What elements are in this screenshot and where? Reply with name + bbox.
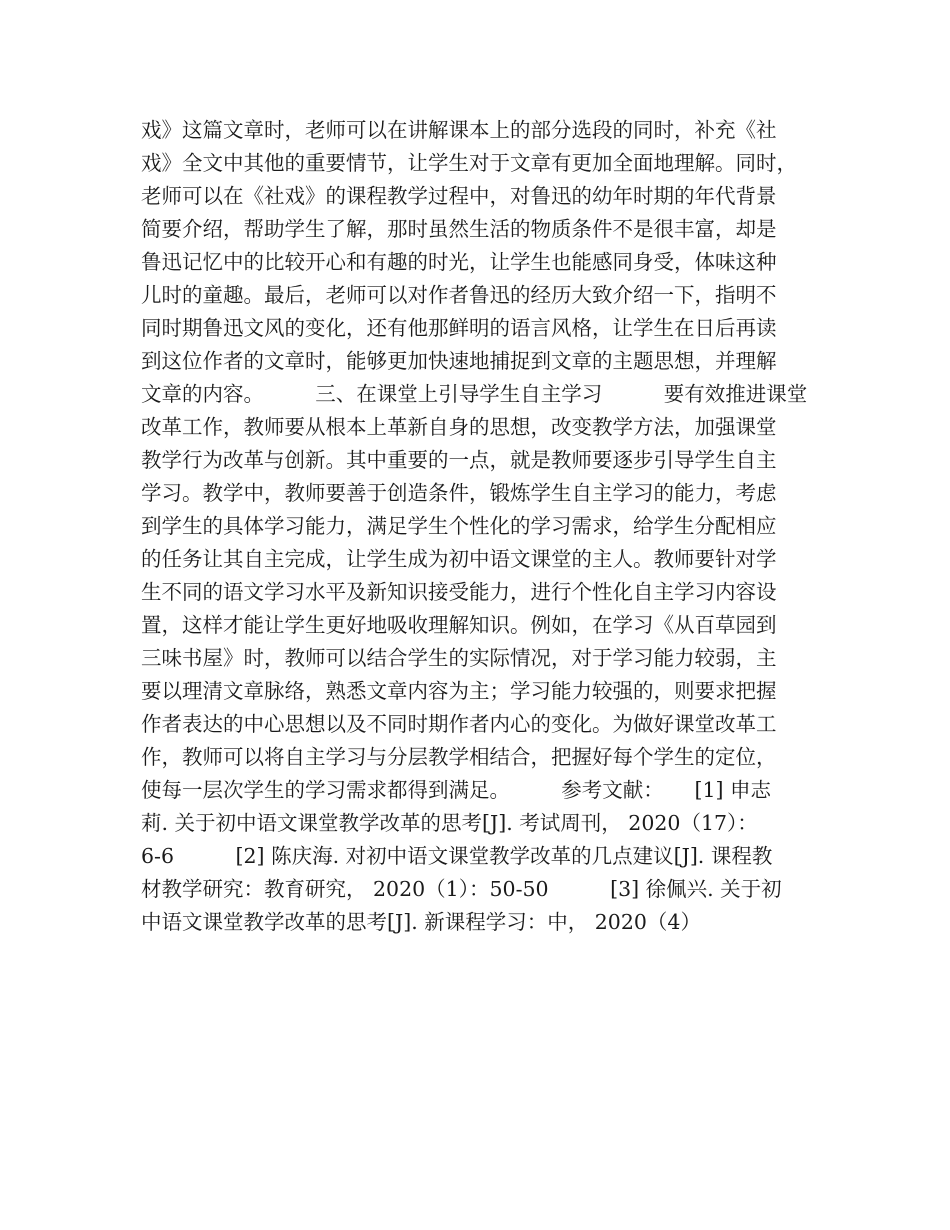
text-line: 戏》全文中其他的重要情节，让学生对于文章有更加全面地理解。同时， xyxy=(141,151,797,175)
text-line: 老师可以在《社戏》的课程教学过程中，对鲁迅的幼年时期的年代背景 xyxy=(141,184,777,208)
text-line: 材教学研究：教育研究， 2020（1）：50-50 [3] 徐佩兴. 关于初 xyxy=(141,877,782,901)
text-line: 同时期鲁迅文风的变化，还有他那鲜明的语言风格，让学生在日后再读 xyxy=(141,316,777,340)
text-line: 的任务让其自主完成，让学生成为初中语文课堂的主人。教师要针对学 xyxy=(141,547,777,571)
text-line: 6-6 [2] 陈庆海. 对初中语文课堂教学改革的几点建议[J]. 课程教 xyxy=(141,844,773,868)
text-line: 生不同的语文学习水平及新知识接受能力，进行个性化自主学习内容设 xyxy=(141,580,777,604)
text-line: 文章的内容。 三、在课堂上引导学生自主学习 要有效推进课堂 xyxy=(141,382,808,406)
text-line: 莉. 关于初中语文课堂教学改革的思考[J]. 考试周刊， 2020（17）： xyxy=(141,811,758,835)
text-line: 要以理清文章脉络，熟悉文章内容为主；学习能力较强的，则要求把握 xyxy=(141,679,777,703)
text-line: 到这位作者的文章时，能够更加快速地捕捉到文章的主题思想，并理解 xyxy=(141,349,777,373)
text-line: 儿时的童趣。最后，老师可以对作者鲁迅的经历大致介绍一下，指明不 xyxy=(141,283,777,307)
body-text xyxy=(141,114,831,939)
text-line: 简要介绍，帮助学生了解，那时虽然生活的物质条件不是很丰富，却是 xyxy=(141,217,777,241)
text-line: 置，这样才能让学生更好地吸收理解知识。例如，在学习《从百草园到 xyxy=(141,613,777,637)
text-line: 改革工作，教师要从根本上革新自身的思想，改变教学方法，加强课堂 xyxy=(141,415,777,439)
text-line: 三味书屋》时，教师可以结合学生的实际情况，对于学习能力较弱，主 xyxy=(141,646,777,670)
text-line: 学习。教学中，教师要善于创造条件，锻炼学生自主学习的能力，考虑 xyxy=(141,481,777,505)
text-line: 戏》这篇文章时，老师可以在讲解课本上的部分选段的同时，补充《社 xyxy=(141,118,777,142)
text-line: 鲁迅记忆中的比较开心和有趣的时光，让学生也能感同身受，体味这种 xyxy=(141,250,777,274)
text-line: 作者表达的中心思想以及不同时期作者内心的变化。为做好课堂改革工 xyxy=(141,712,777,736)
text-line: 使每一层次学生的学习需求都得到满足。 参考文献： [1] 申志 xyxy=(141,778,772,802)
text-line: 作，教师可以将自主学习与分层教学相结合，把握好每个学生的定位， xyxy=(141,745,777,769)
text-line: 教学行为改革与创新。其中重要的一点，就是教师要逐步引导学生自主 xyxy=(141,448,777,472)
text-line: 到学生的具体学习能力，满足学生个性化的学习需求，给学生分配相应 xyxy=(141,514,777,538)
text-line: 中语文课堂教学改革的思考[J]. 新课程学习：中， 2020（4） xyxy=(141,910,701,934)
